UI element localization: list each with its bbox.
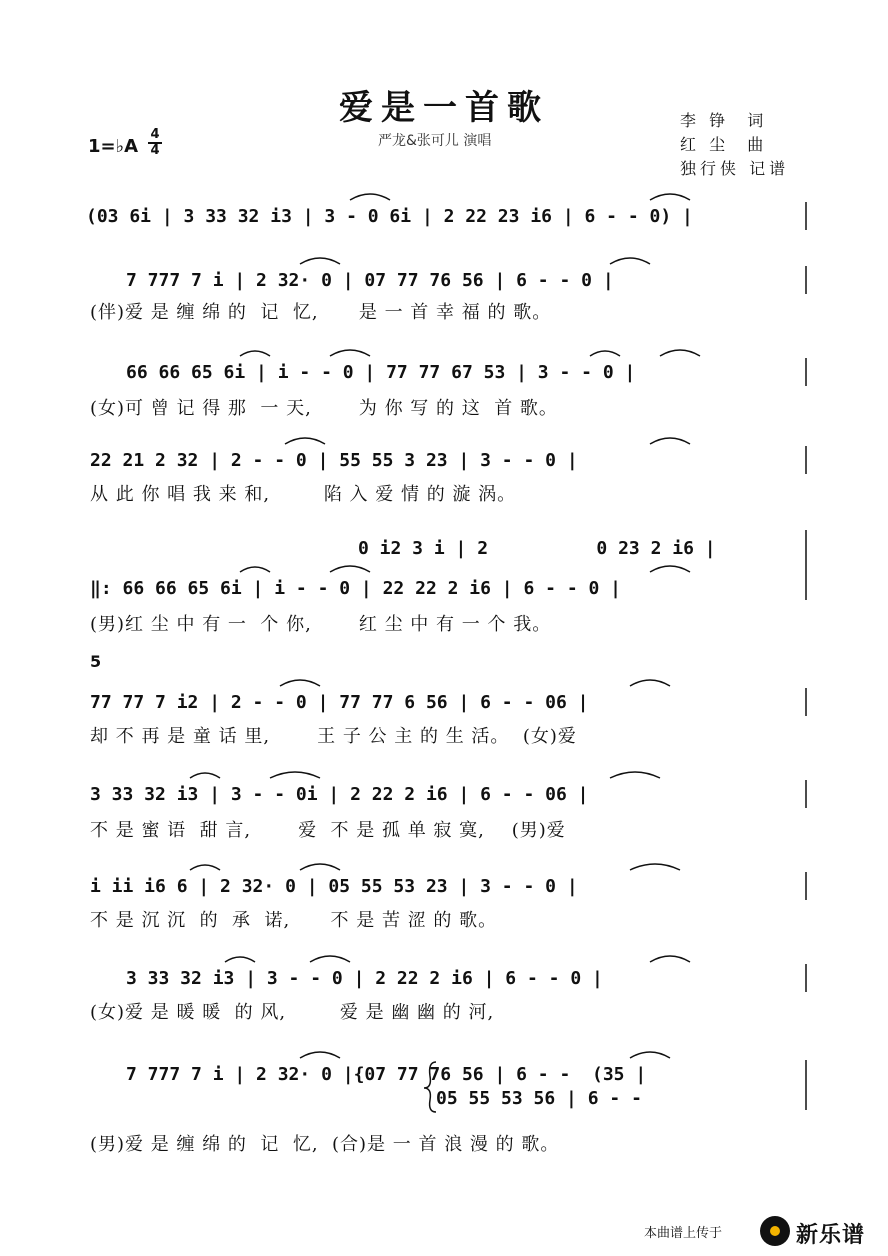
lyric-line-6: 不 是 蜜 语 甜 言, 爱 不 是 孤 单 寂 寞, (男)爱 (90, 820, 566, 841)
slur (310, 956, 350, 962)
music-line-upper-voice: 0 i2 3 i | 2 0 23 2 i6 | (358, 538, 716, 559)
slur (330, 350, 370, 356)
page-title: 爱是一首歌 (339, 88, 549, 128)
slur (285, 438, 325, 444)
slur (280, 680, 320, 686)
slur (190, 773, 220, 778)
music-line-3: 22 21 2 32 | 2 - - 0 | 55 55 3 23 | 3 - - 0 | (90, 450, 578, 471)
slur (225, 957, 255, 962)
slur (300, 864, 340, 870)
slur (610, 258, 650, 264)
slur (190, 865, 220, 870)
slur (650, 194, 690, 200)
music-line-1: 7 777 7 i | 2 32· 0 | 07 77 76 56 | 6 - - 0 | (126, 270, 614, 291)
slur (240, 351, 270, 356)
slur (650, 438, 690, 444)
lyric-line-1: (伴)爱 是 缠 绵 的 记 忆, 是 一 首 幸 福 的 歌。 (90, 302, 552, 323)
lyric-line-2: (女)可 曾 记 得 那 一 天, 为 你 写 的 这 首 歌。 (90, 398, 558, 419)
slur (330, 566, 370, 572)
lyric-line-8: (女)爱 是 暖 暖 的 风, 爱 是 幽 幽 的 河, (90, 1002, 495, 1023)
music-line-9-lower-voice: 05 55 53 56 | 6 - - (436, 1088, 642, 1109)
slur (630, 680, 670, 686)
slur (300, 258, 340, 264)
slur (650, 956, 690, 962)
lyric-line-9: (男)爱 是 缠 绵 的 记 忆, (合)是 一 首 浪 漫 的 歌。 (90, 1134, 560, 1155)
slur (610, 772, 660, 778)
music-line-2: 66 66 65 6i | i - - 0 | 77 77 67 53 | 3 - - 0 | (126, 362, 636, 383)
music-line-5: 77 77 7 i2 | 2 - - 0 | 77 77 6 56 | 6 - - 06 | (90, 692, 589, 713)
music-line-6: 3 33 32 i3 | 3 - - 0i | 2 22 2 i6 | 6 - - 06 | (90, 784, 589, 805)
slur (630, 1052, 670, 1058)
key-signature: 1=♭A (88, 136, 139, 157)
slur (270, 772, 320, 778)
music-line-4: ‖: 66 66 65 6i | i - - 0 | 22 22 2 i6 | 6 - - 0 | (90, 578, 622, 599)
upload-text: 本曲谱上传于 (644, 1226, 723, 1241)
transcriber-credit: 独行侠 记谱 (680, 159, 790, 178)
slur (630, 864, 680, 870)
lyric-line-7: 不 是 沉 沉 的 承 诺, 不 是 苦 涩 的 歌。 (90, 910, 498, 931)
disc-icon (760, 1216, 790, 1246)
lyric-line-5: 却 不 再 是 童 话 里, 王 子 公 主 的 生 活。 (女)爱 (90, 726, 577, 747)
lyric-line-4: (男)红 尘 中 有 一 个 你, 红 尘 中 有 一 个 我。 (90, 614, 552, 635)
lyricist-credit: 李 铮 词 (680, 111, 768, 130)
music-line-7: i ii i6 6 | 2 32· 0 | 05 55 53 23 | 3 - - 0 | (90, 876, 578, 897)
lyric-line-3: 从 此 你 唱 我 来 和, 陷 入 爱 情 的 漩 涡。 (90, 484, 517, 505)
singers: 严龙&张可儿 演唱 (378, 133, 492, 149)
measure-number: 5 (90, 652, 102, 671)
slur (350, 194, 390, 200)
slur (660, 350, 700, 356)
music-line-intro: (03 6i | 3 33 32 i3 | 3 - 0 6i | 2 22 23 i6 | 6 - - 0) | (86, 206, 693, 227)
slur (300, 1052, 340, 1058)
music-line-8: 3 33 32 i3 | 3 - - 0 | 2 22 2 i6 | 6 - - 0 | (126, 968, 603, 989)
composer-credit: 红 尘 曲 (680, 135, 768, 154)
brace (424, 1062, 436, 1112)
slur (590, 351, 620, 356)
slur (650, 566, 690, 572)
slur (240, 567, 270, 572)
time-signature: 4 4 (148, 128, 162, 158)
music-line-9: 7 777 7 i | 2 32· 0 |{07 77 76 56 | 6 - - (35 | (126, 1064, 647, 1085)
logo-text[interactable]: 新乐谱 (796, 1223, 866, 1248)
